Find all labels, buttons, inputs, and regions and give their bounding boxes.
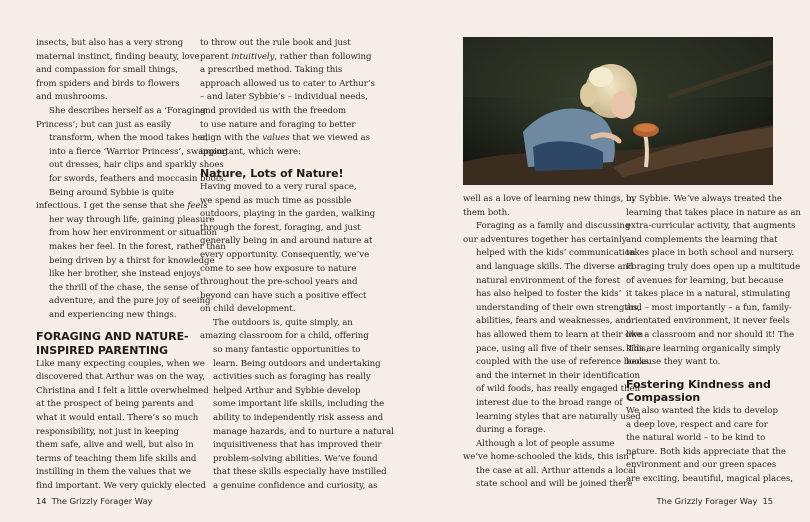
text-line: instilling in them the values that we [36,467,192,478]
text-line: learning styles that are naturally used [476,411,641,422]
text-line: generally being in and around nature at [200,236,373,247]
text-line: from spiders and birds to flowers [36,78,180,89]
text-line: from how her environment or situation [49,228,217,239]
text-line: a deep love, respect and care for [626,419,768,430]
text-line: of wild foods, has really engaged their [476,384,642,395]
text-line: by Sybbie. We’ve always treated the [626,194,782,204]
text-line: the case at all. Arthur attends a local [476,465,636,476]
text-line: to throw out the rule book and just [200,38,351,48]
text-line: her way through life, gaining pleasure [49,214,215,225]
text-line: beyond can have such a positive effect [200,290,367,301]
text-line: helped with the kids’ communication [476,248,636,259]
heading-line: FORAGING AND NATURE- [36,330,189,344]
paragraph [36,105,228,187]
text-line: Foraging as a family and discussing [476,221,631,232]
running-title: The Grizzly Forager Way [51,496,153,506]
paragraph [200,37,375,159]
text-run: align with the [200,133,263,144]
paragraph [463,438,636,492]
text-line: coupled with the use of reference books [476,357,649,368]
running-title: The Grizzly Forager Way [656,496,758,506]
text-run: , rather than following [274,51,372,62]
text-line: inquisitiveness that has improved their [213,440,382,451]
text-line: and experiencing new things. [49,309,177,320]
text-line: and complements the learning that [626,234,778,245]
page-number: 15 [762,496,773,506]
photo-illustration [463,37,773,185]
paragraph [626,405,793,487]
text-line: it takes place in a natural, stimulating [626,289,791,300]
text-line: because they want to. [626,357,721,368]
text-line: through the forest, foraging, and just [200,222,361,233]
text-line: we’ve home-schooled the kids, this isn’t [463,452,635,463]
text-line: Like many expecting couples, when we [36,358,205,369]
text-line: nature. Both kids appreciate that the [626,446,786,457]
text-line: has also helped to foster the kids’ [476,289,622,300]
text-line: to use nature and foraging to better [200,119,356,130]
paragraph [36,37,200,105]
paragraph [36,187,226,323]
left-page-footer [36,496,152,506]
left-column-1 [36,37,228,494]
text-line: the thrill of the chase, the sense of [49,282,199,293]
text-line: what it would entail. There’s so much [36,413,199,424]
text-line: transform, when the mood takes her, [49,133,209,144]
text-line: discovered that Arthur was on the way, [36,372,205,383]
paragraph [626,193,801,370]
text-line: makes her feel. In the forest, rather than [49,241,226,252]
text-line: every opportunity. Consequently, we’ve [200,249,370,260]
text-line: Foraging truly does open up a multitude [626,261,801,272]
right-page-footer [657,496,773,506]
text-line: outdoors, playing in the garden, walking [200,209,376,220]
text-line: extra-curricular activity, that augments [626,221,796,232]
text-line: at the prospect of being parents and [36,399,194,410]
text-line: – and later Sybbie’s – individual needs, [200,92,368,103]
section-heading [36,330,189,358]
section-heading [626,378,776,405]
text-line: The outdoors is, quite simply, an [213,317,353,328]
paragraph [463,220,649,438]
text-line: on child development. [200,304,296,315]
text-line: out dresses, hair clips and sparkly shoes [49,160,224,171]
text-line: like her brother, she instead enjoys [49,269,201,280]
text-line: problem-solving abilities. We’ve found [213,453,378,464]
text-line: insects, but also has a very strong [36,38,184,48]
text-line: terms of teaching them life skills and [36,453,197,464]
text-line: like a classroom and nor should it! The [626,329,795,340]
emphasis: intuitively [231,51,275,62]
text-run: infectious. I get the sense that she [36,201,188,212]
text-line: ability to independently risk assess and [213,413,384,424]
text-line: abilities, fears and weaknesses, and [476,316,632,327]
text-line: orientated environment, it never feels [626,316,790,327]
text-line: interest due to the broad range of [476,397,623,408]
text-run: parent [200,51,232,62]
text-line: during a forage. [476,425,546,436]
page-number: 14 [36,496,47,506]
section-heading: Nature, Lots of Nature! [200,167,344,181]
text-line: has allowed them to learn at their own [476,329,644,340]
text-line: and the internet in their identification [476,370,640,381]
paragraph [200,181,376,317]
text-line: learn. Being outdoors and undertaking [213,358,381,369]
text-line: state school and will be joined there [476,479,633,490]
text-line: our adventures together has certainly [463,234,627,245]
text-line: learning that takes place in nature as an [626,207,801,218]
text-line: we spend as much time as possible [200,195,352,206]
text-line: well as a love of learning new things, in [463,194,635,204]
text-line: come to see how exposure to nature [200,263,357,274]
text-line: responsibility, not just in keeping [36,426,179,437]
text-line: throughout the pre-school years and [200,277,358,288]
heading-line: Compassion [626,391,701,405]
text-line: and language skills. The diverse and [476,261,634,272]
left-column-2 [200,37,394,494]
text-line: being driven by a thirst for knowledge [49,255,215,266]
text-line: a prescribed method. Taking this [200,65,343,76]
text-line: manage hazards, and to nurture a natural [213,426,394,437]
text-line: maternal instinct, finding beauty, love [36,51,200,62]
right-column-2 [626,193,801,486]
text-line: environment and our green spaces [626,460,777,471]
paragraph [200,317,394,494]
text-line: approach allowed us to cater to Arthur’s [200,78,375,89]
text-line: them both. [463,207,510,218]
text-line [36,200,208,214]
text-line: are exciting, beautiful, magical places, [626,473,793,484]
text-line: find important. We very quickly elected [36,481,206,491]
text-line: some important life skills, including the [213,399,385,410]
heading-line: Fostering Kindness and [626,377,771,391]
paragraph [463,193,635,220]
text-line: kids are learning organically simply [626,343,781,354]
text-line: adventure, and the pure joy of seeing [49,296,211,307]
text-line: understanding of their own strengths, [476,302,641,313]
right-column-1 [463,193,649,492]
text-line: and mushrooms. [36,92,108,103]
text-line: pace, using all five of their senses. This, [476,343,649,354]
text-line: Being around Sybbie is quite [49,187,174,198]
text-line: into a fierce ‘Warrior Princess’, swapping [49,146,228,157]
text-line: She describes herself as a ‘Foraging [49,105,206,116]
text-line: them safe, alive and well, but also in [36,440,194,451]
text-line: of avenues for learning, but because [626,275,784,286]
text-line: that these skills especially have instilled [213,467,387,478]
text-line: We also wanted the kids to develop [626,405,778,416]
text-line: amazing classroom for a child, offering [200,331,369,342]
text-line [200,51,372,65]
child-foraging-photo [463,37,773,185]
text-line: takes place in both school and nursery. [626,248,795,259]
text-run: that we viewed as [289,133,370,144]
text-line: Having moved to a very rural space, [200,181,357,192]
text-line: a genuine confidence and curiosity, as [213,481,378,491]
text-line: the natural world – to be kind to [626,433,766,444]
text-line: Although a lot of people assume [476,438,615,449]
text-line: natural environment of the forest [476,275,621,286]
text-line: helped Arthur and Sybbie develop [213,385,361,396]
text-line: activities such as foraging has really [213,372,371,383]
text-line: for swords, feathers and moccasin boots. [49,173,227,184]
emphasis: feels [187,201,208,212]
text-line: so many fantastic opportunities to [213,345,361,356]
heading-line: INSPIRED PARENTING [36,344,169,358]
text-line: and provided us with the freedom [200,105,347,116]
text-line: and compassion for small things, [36,65,179,76]
text-line: important, which were: [200,146,301,157]
text-line: Christina and I felt a little overwhelmed [36,385,209,396]
emphasis: values [262,133,290,144]
paragraph [36,358,209,494]
text-line [200,132,370,146]
text-line: Princess’; but can just as easily [36,119,172,130]
text-line: and – most importantly – a fun, family- [626,302,792,313]
